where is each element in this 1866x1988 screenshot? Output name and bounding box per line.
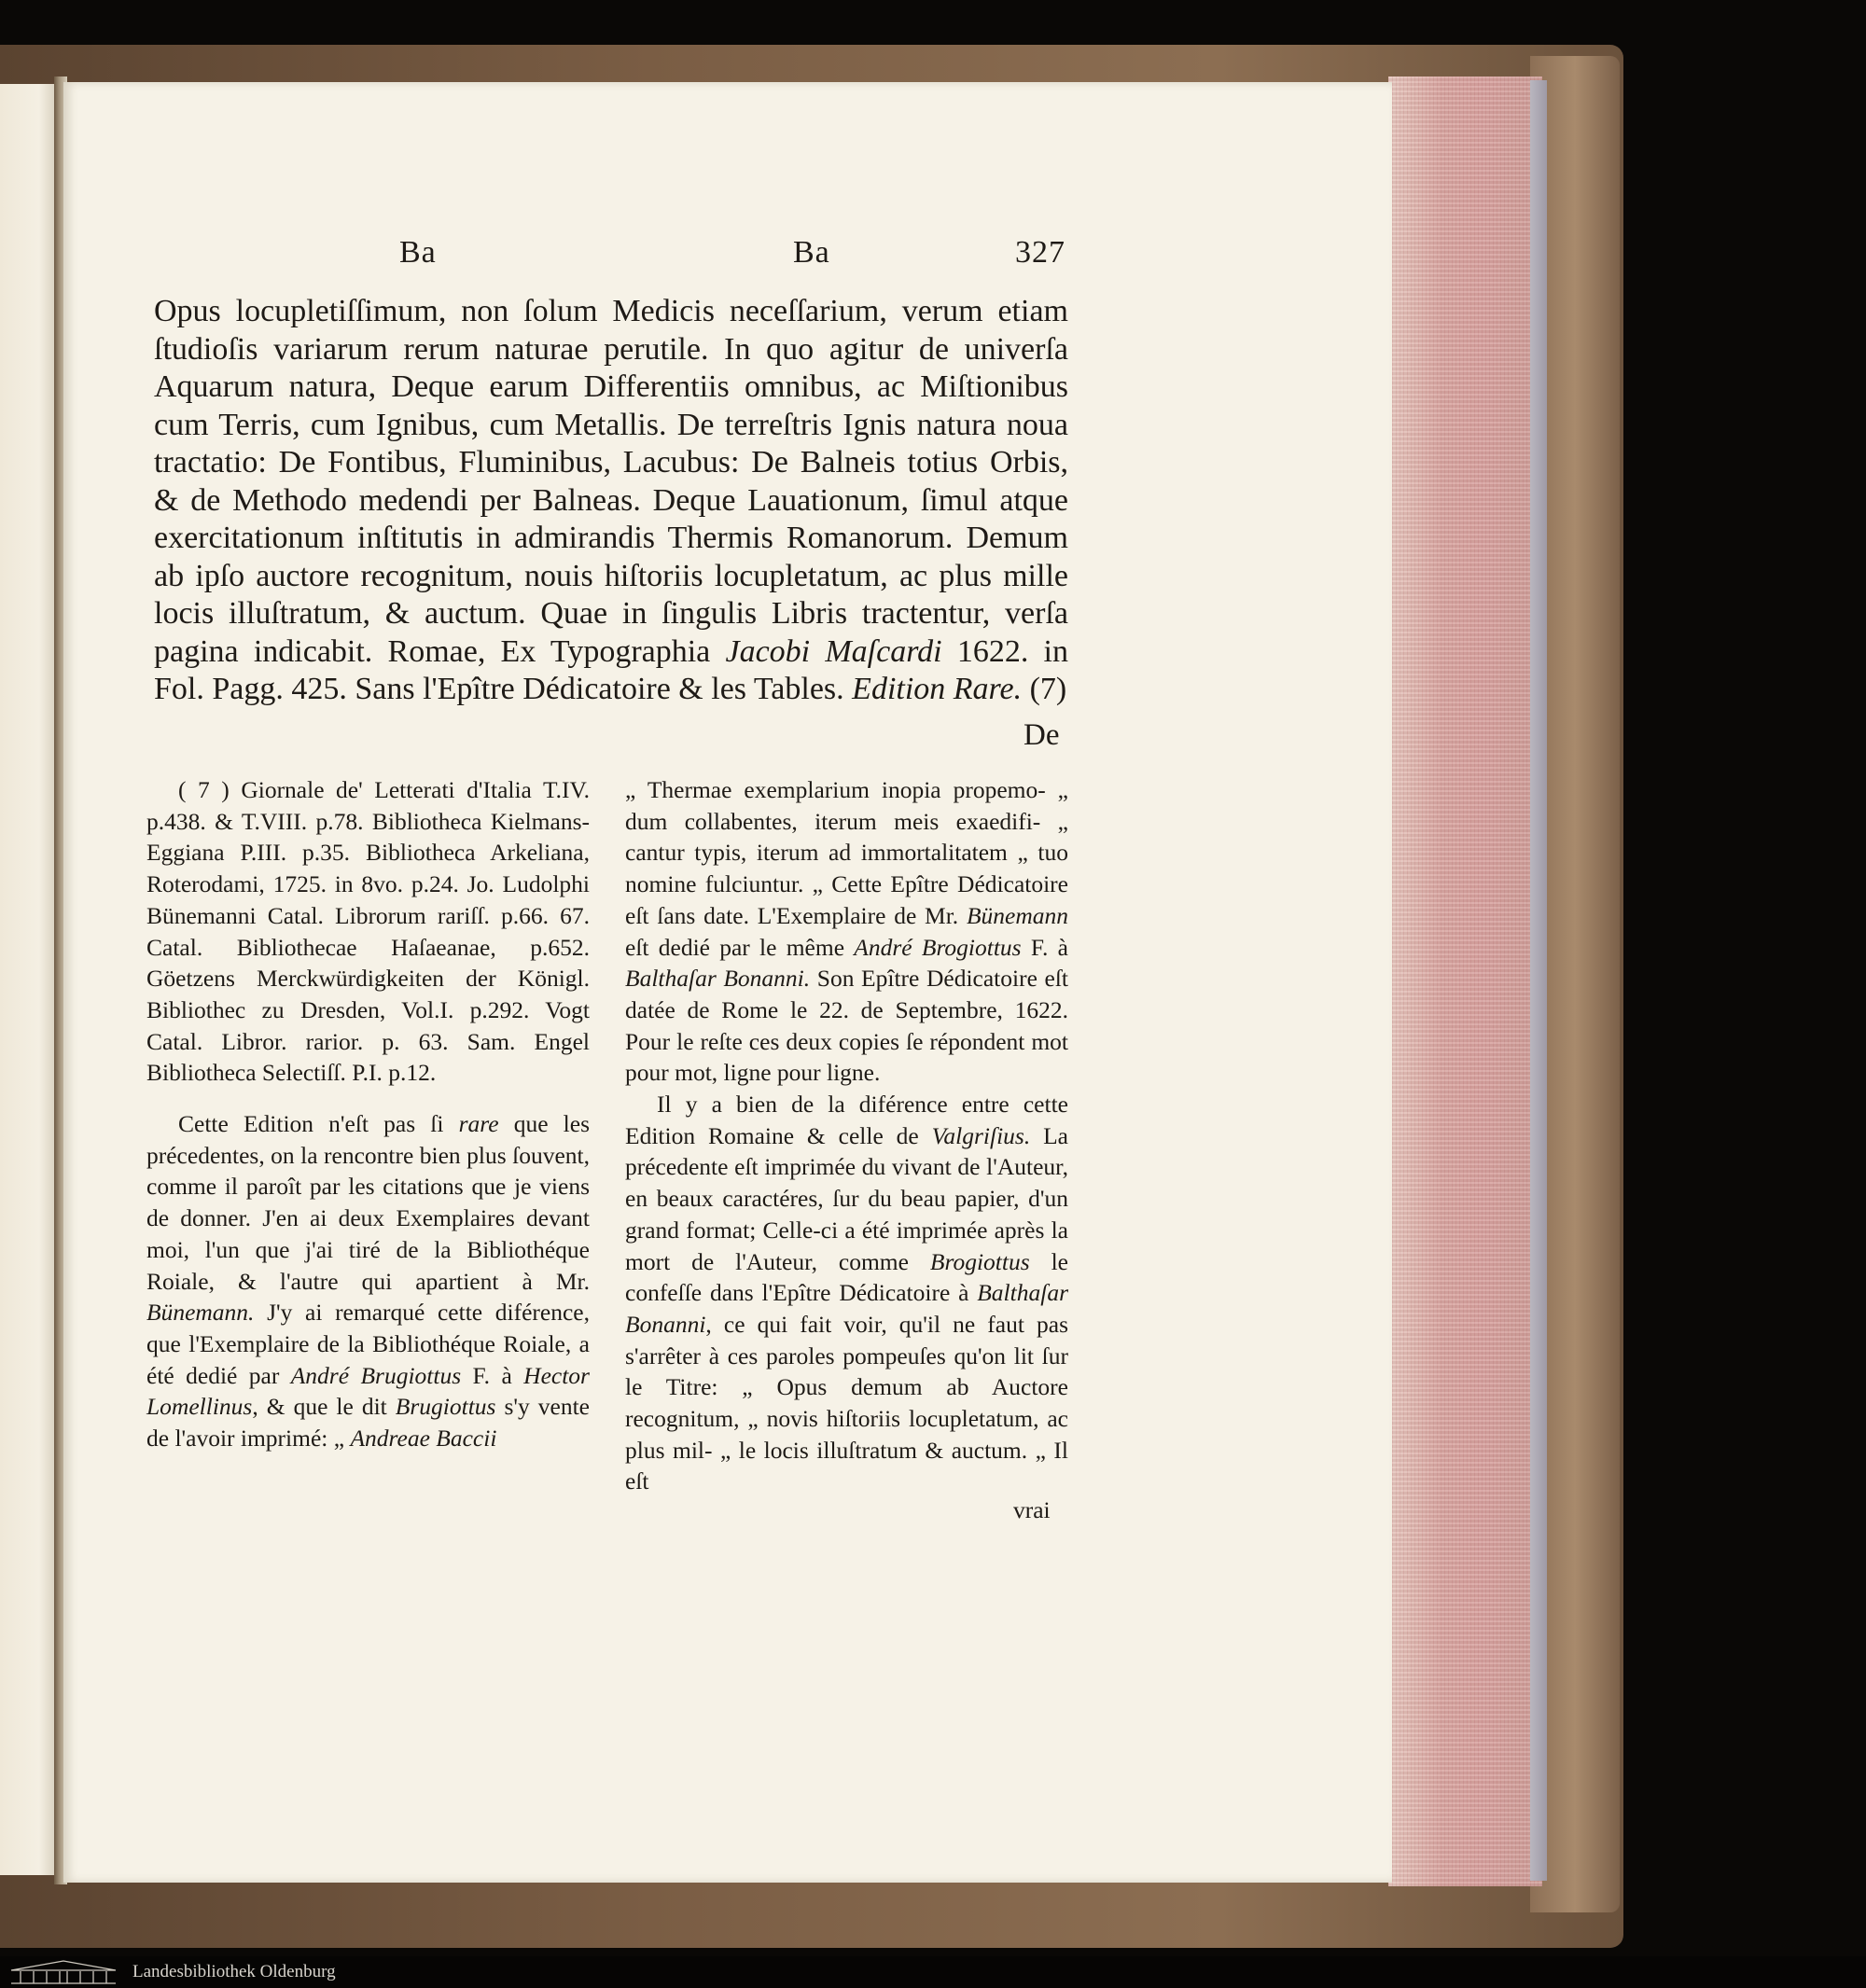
left-para-part: s'y vente de l'avoir imprimé: „ <box>146 1393 590 1453</box>
left-para-part: , & que le dit <box>252 1393 396 1421</box>
right-column <box>625 774 1068 1497</box>
right-para-italic: Bünemann <box>966 901 1068 929</box>
printer-name: Jacobi Maſcardi <box>725 633 942 669</box>
right-para-part: Son Epître Dédicatoire eſt datée de Rome le 22. de Septembre, 1622. Pour le reſte ces deux copies ſe répondent mot pour mot, ligne pour ligne. <box>625 965 1068 1087</box>
left-paragraph <box>146 1108 590 1454</box>
right-para-part: Il y a bien de la diférence entre cette Edition Romaine & celle de <box>625 1091 1068 1149</box>
right-para-part: La précedente eſt imprimée du vivant de l'Auteur, en beaux caractéres, ſur du beau papier, d'un grand format; Celle-ci a été imprimée après la mort de l'Auteur, comme <box>625 1121 1068 1275</box>
right-para-part: , ce qui fait voir, qu'il ne faut pas s'arrêter à ces paroles pompeuſes qu'on lit ſur le Titre: „ Opus demum ab Auctore recognitum, „ novis hiſtoriis locupletatum, ac plus mil- „ le locis illuſtratum & auctum. „ Il eſt <box>625 1310 1068 1495</box>
right-para-part: „ Thermae exemplarium inopia propemo- „ dum collabentes, iterum meis exaedifi- „ cantur typis, iterum ad immortalitatem „ tuo nomine fulciuntur. „ Cette Epître Dédicatoire eſt ſans date. L'Exemplaire de Mr. <box>625 776 1068 929</box>
running-head-left: Ba <box>399 235 437 270</box>
library-banner-label: Landesbibliothek Oldenburg <box>132 1962 336 1981</box>
page-number: 327 <box>1015 235 1065 270</box>
right-para-part: F. à <box>1021 933 1068 961</box>
left-para-part: Cette Edition n'eſt pas ſi <box>178 1110 459 1138</box>
left-para-part: que les précedentes, on la rencontre bien plus ſouvent, comme il paroît par les citations que je viens de donner. J'en ai deux Exemplaires devant moi, l'un que j'ai tiré de la Bibliothéque Roiale, & l'autre qui apartient à Mr. <box>146 1110 590 1295</box>
left-para-part: F. à <box>461 1361 524 1389</box>
main-entry-text <box>154 293 1068 709</box>
rarity-note: Edition Rare. <box>852 672 1023 706</box>
right-para-italic: Valgriſius. <box>931 1121 1031 1149</box>
left-para-italic: Bünemann. <box>146 1299 255 1327</box>
right-para-italic: Balthaſar Bonanni. <box>625 965 811 993</box>
footnote-reference: (7) <box>1022 672 1067 706</box>
right-para-italic: Balthaſar Bonanni <box>625 1279 1068 1338</box>
right-paragraph-2 <box>625 1089 1068 1497</box>
left-para-italic: Andreae Baccii <box>350 1425 497 1453</box>
left-para-italic: Brugiottus <box>395 1393 496 1421</box>
left-para-italic: Hector Lomellinus <box>146 1361 590 1421</box>
footnote-text: ( 7 ) Giornale de' Letterati d'Italia T.IV. p.438. & T.VIII. p.78. Bibliotheca Kielmans-Eggiana P.III. p.35. Bibliotheca Arkeliana, Roterodami, 1725. in 8vo. p.24. Jo. Ludolphi Bünemanni Catal. Librorum rariſſ. p.66. 67. Catal. Bibliothecae Haſaeanae, p.652. Göetzens Merckwürdigkeiten der Königl. Bibliothec zu Dresden, Vol.I. p.292. Vogt Catal. Libror. rarior. p. 63. Sam. Engel Bibliotheca Selectiſſ. P.I. p.12. <box>146 776 590 1087</box>
left-column <box>146 774 590 1454</box>
left-para-part: J'y ai remarqué cette diférence, que l'Exemplaire de la Bibliothéque Roiale, a été dedié par <box>146 1299 590 1389</box>
right-paragraph-1 <box>625 774 1068 1089</box>
page-block-fore-edge <box>1388 76 1542 1886</box>
right-para-italic: André Brogiottus <box>854 933 1022 961</box>
right-para-part: eſt dedié par le même <box>625 933 855 961</box>
catchword-right: vrai <box>1013 1496 1051 1523</box>
left-para-italic: André Brugiottus <box>290 1361 462 1389</box>
catchword-main: De <box>1024 718 1060 752</box>
left-para-italic: rare <box>458 1110 499 1138</box>
right-para-part: le confeſſe dans l'Epître Dédicatoire à <box>625 1247 1068 1307</box>
left-page-sliver <box>0 84 56 1875</box>
right-para-italic: Brogiottus <box>929 1247 1030 1275</box>
library-banner <box>0 1956 1866 1988</box>
main-entry-imprint: 1622. in Fol. Pagg. 425. Sans l'Epître Dédicatoire & les Tables. <box>154 633 1068 706</box>
page-block-fore-edge-shadow <box>1530 80 1547 1881</box>
main-entry-title: Opus locupletiſſimum, non ſolum Medicis neceſſarium, verum etiam ſtudioſis variarum rerum naturae perutile. In quo agitur de univerſa Aquarum natura, Deque earum Differentiis omnibus, ac Miſtionibus cum Terris, cum Ignibus, cum Metallis. De terreſtris Ignis natura noua tractatio: De Fontibus, Fluminibus, Lacubus: De Balneis totius Orbis, & de Methodo medendi per Balneas. Deque Lauationum, ſimul atque exercitationum inſtitutis in admirandis Thermis Romanorum. Demum ab ipſo auctore recognitum, nouis hiſtoriis locupletatum, ac plus mille locis illuſtratum, & auctum. Quae in ſingulis Libris tractentur, verſa pagina indicabit. Romae, Ex Typographia <box>154 294 1068 669</box>
library-building-logo-icon <box>7 1958 119 1986</box>
running-head-center: Ba <box>793 235 830 270</box>
